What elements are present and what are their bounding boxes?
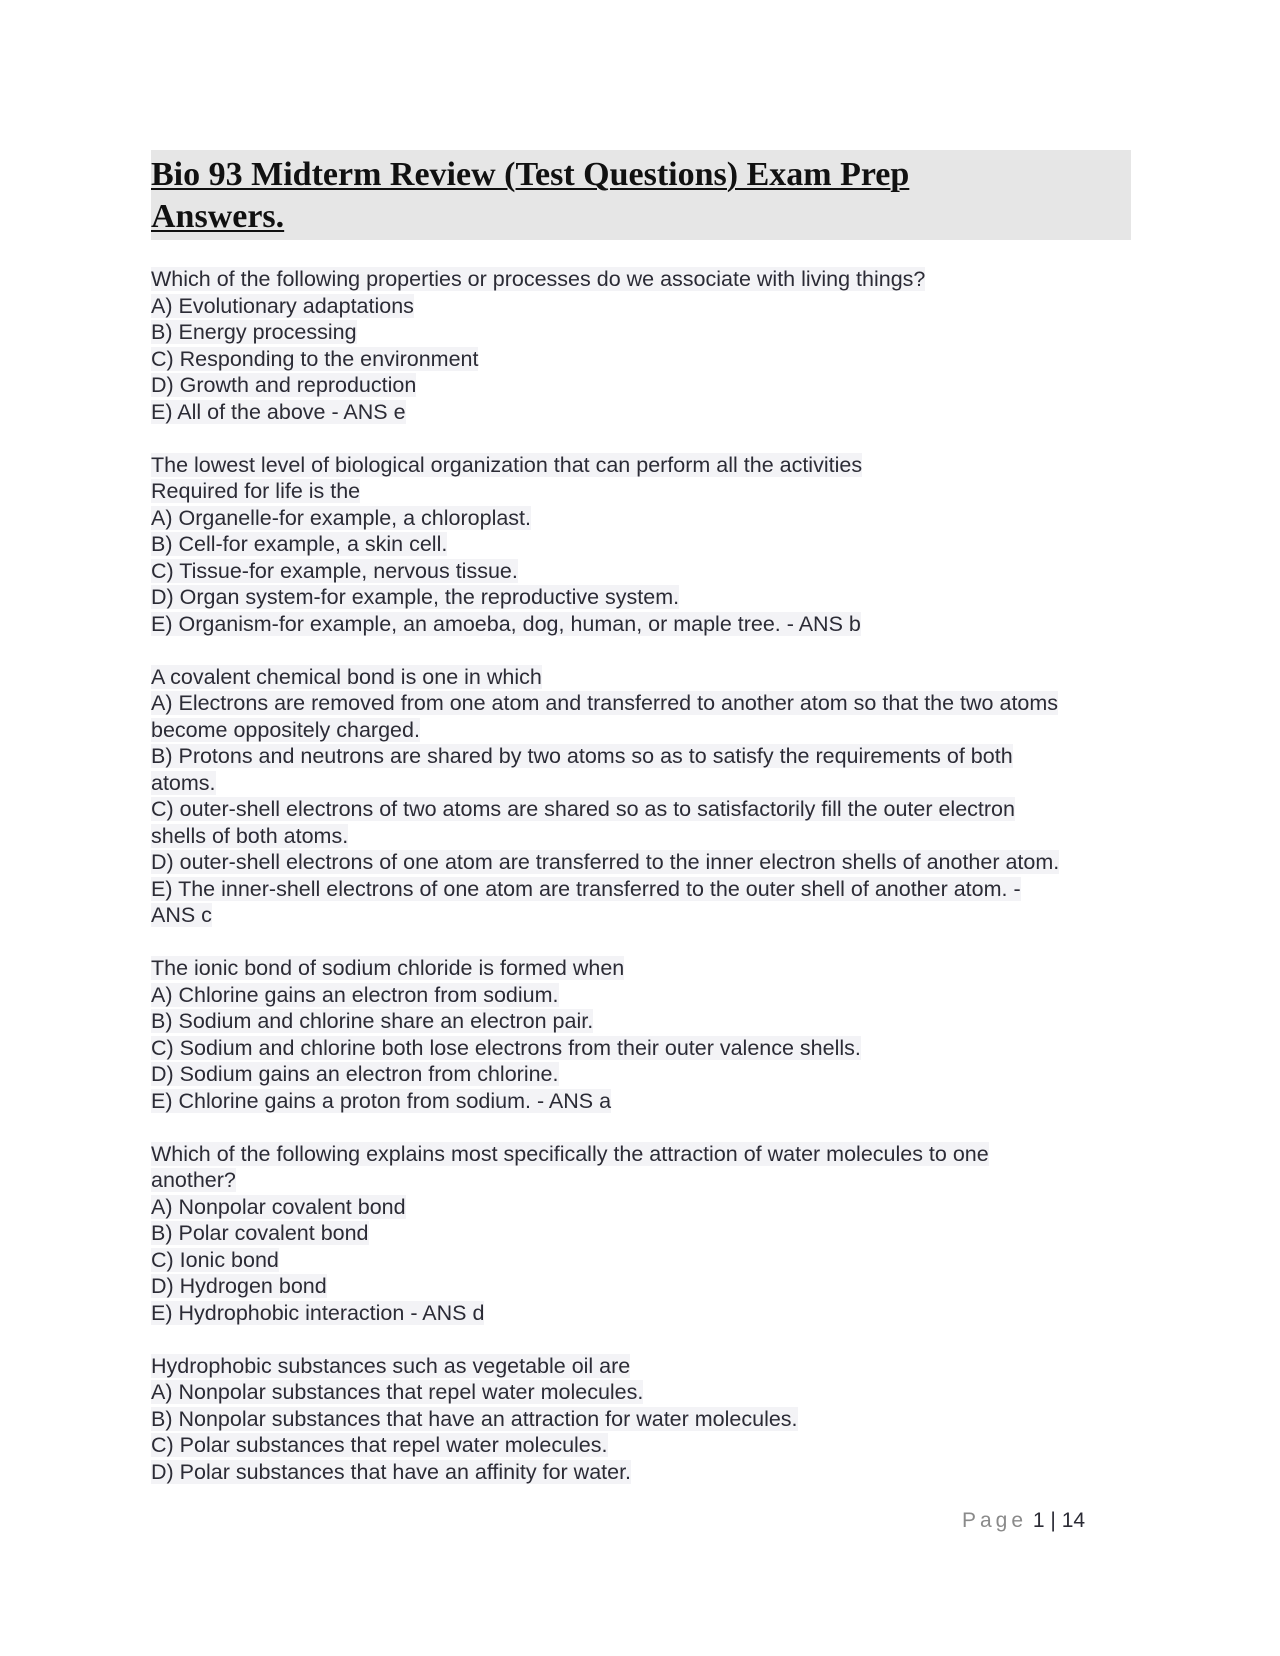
question-stem-line <box>151 452 1131 479</box>
question-text-line <box>151 505 1131 532</box>
question-text-line <box>151 902 1131 929</box>
question-stem-line <box>151 266 1131 293</box>
line-text: E) Organism-for example, an amoeba, dog, human, or maple tree. - ANS b <box>151 611 861 636</box>
question-block <box>151 1141 1131 1327</box>
question-text-line <box>151 1432 1131 1459</box>
line-text: atoms. <box>151 770 216 795</box>
question-text-line <box>151 876 1131 903</box>
line-text: C) Tissue-for example, nervous tissue. <box>151 558 518 583</box>
question-stem-line <box>151 1353 1131 1380</box>
question-list <box>151 266 1131 1485</box>
question-text-line <box>151 584 1131 611</box>
question-text-line <box>151 982 1131 1009</box>
line-text: another? <box>151 1168 236 1192</box>
total-page-count: 14 <box>1061 1509 1086 1532</box>
question-text-line <box>151 1220 1131 1247</box>
question-text-line <box>151 1379 1131 1406</box>
line-text: A) Nonpolar covalent bond <box>151 1194 406 1219</box>
line-text: E) Hydrophobic interaction - ANS d <box>151 1300 485 1325</box>
line-text: B) Protons and neutrons are shared by two atoms so as to satisfy the requirements of both <box>151 744 1013 768</box>
question-stem-line <box>151 1141 1131 1168</box>
question-text-line <box>151 849 1131 876</box>
question-text-line <box>151 1273 1131 1300</box>
line-text: D) Polar substances that have an affinity for water. <box>151 1459 632 1484</box>
question-block <box>151 1353 1131 1486</box>
line-text: D) Organ system-for example, the reproductive system. <box>151 585 680 609</box>
line-text: C) Polar substances that repel water molecules. <box>151 1433 608 1457</box>
line-text: become oppositely charged. <box>151 717 420 742</box>
line-text: B) Cell-for example, a skin cell. <box>151 532 448 556</box>
line-text: E) All of the above - ANS e <box>151 399 406 424</box>
document-title <box>151 150 1131 240</box>
line-text: B) Energy processing <box>151 320 357 344</box>
question-text-line <box>151 796 1131 823</box>
line-text: C) outer-shell electrons of two atoms are shared so as to satisfactorily fill the outer electron <box>151 797 1015 821</box>
document-page <box>151 150 1131 1512</box>
line-text: A) Chlorine gains an electron from sodium. <box>151 982 559 1007</box>
question-text-line <box>151 1035 1131 1062</box>
line-text: B) Nonpolar substances that have an attraction for water molecules. <box>151 1406 798 1431</box>
line-text: Hydrophobic substances such as vegetable oil are <box>151 1353 631 1378</box>
line-text: Which of the following properties or processes do we associate with living things? <box>151 267 926 291</box>
question-text-line <box>151 770 1131 797</box>
question-text-line <box>151 558 1131 585</box>
line-text: shells of both atoms. <box>151 823 349 848</box>
question-text-line <box>151 372 1131 399</box>
line-text: The lowest level of biological organization that can perform all the activities <box>151 452 863 477</box>
question-stem-line <box>151 955 1131 982</box>
question-text-line <box>151 1061 1131 1088</box>
line-text: B) Sodium and chlorine share an electron pair. <box>151 1009 594 1033</box>
line-text: A) Organelle-for example, a chloroplast. <box>151 505 532 530</box>
line-text: B) Polar covalent bond <box>151 1221 369 1245</box>
line-text: D) Sodium gains an electron from chlorine. <box>151 1062 559 1086</box>
question-text-line <box>151 717 1131 744</box>
question-text-line <box>151 690 1131 717</box>
title-line-2: Answers. <box>151 198 285 235</box>
line-text: C) Sodium and chlorine both lose electrons from their outer valence shells. <box>151 1035 861 1060</box>
question-text-line <box>151 1406 1131 1433</box>
question-text-line <box>151 399 1131 426</box>
line-text: A) Electrons are removed from one atom and transferred to another atom so that the two atoms <box>151 691 1059 715</box>
question-text-line <box>151 1167 1131 1194</box>
question-text-line <box>151 293 1131 320</box>
line-text: The ionic bond of sodium chloride is formed when <box>151 956 625 980</box>
line-text: ANS c <box>151 903 212 927</box>
page-separator: | <box>1050 1509 1056 1532</box>
line-text: A) Evolutionary adaptations <box>151 293 414 318</box>
line-text: A) Nonpolar substances that repel water molecules. <box>151 1380 644 1404</box>
question-block <box>151 452 1131 638</box>
question-text-line <box>151 743 1131 770</box>
question-block <box>151 664 1131 929</box>
line-text: D) outer-shell electrons of one atom are transferred to the inner electron shells of another atom. <box>151 850 1060 874</box>
question-stem-line <box>151 664 1131 691</box>
question-text-line <box>151 1194 1131 1221</box>
question-text-line <box>151 346 1131 373</box>
line-text: D) Growth and reproduction <box>151 373 417 397</box>
question-text-line <box>151 611 1131 638</box>
line-text: C) Ionic bond <box>151 1247 279 1272</box>
question-block <box>151 266 1131 425</box>
question-text-line <box>151 1300 1131 1327</box>
question-text-line <box>151 823 1131 850</box>
line-text: Which of the following explains most specifically the attraction of water molecules to one <box>151 1141 989 1166</box>
line-text: E) Chlorine gains a proton from sodium. - ANS a <box>151 1088 612 1113</box>
question-text-line <box>151 478 1131 505</box>
line-text: Required for life is the <box>151 479 361 503</box>
line-text: D) Hydrogen bond <box>151 1274 327 1298</box>
question-block <box>151 955 1131 1114</box>
current-page-number: 1 <box>1032 1509 1045 1532</box>
line-text: A covalent chemical bond is one in which <box>151 664 542 689</box>
question-text-line <box>151 1247 1131 1274</box>
question-text-line <box>151 531 1131 558</box>
question-text-line <box>151 319 1131 346</box>
question-text-line <box>151 1088 1131 1115</box>
line-text: E) The inner-shell electrons of one atom are transferred to the outer shell of another atom. - <box>151 876 1021 901</box>
line-text: C) Responding to the environment <box>151 346 479 371</box>
page-footer <box>962 1508 1085 1534</box>
page-label: Page <box>962 1509 1028 1532</box>
question-text-line <box>151 1008 1131 1035</box>
question-text-line <box>151 1459 1131 1486</box>
title-line-1: Bio 93 Midterm Review (Test Questions) Exam Prep <box>151 156 910 193</box>
